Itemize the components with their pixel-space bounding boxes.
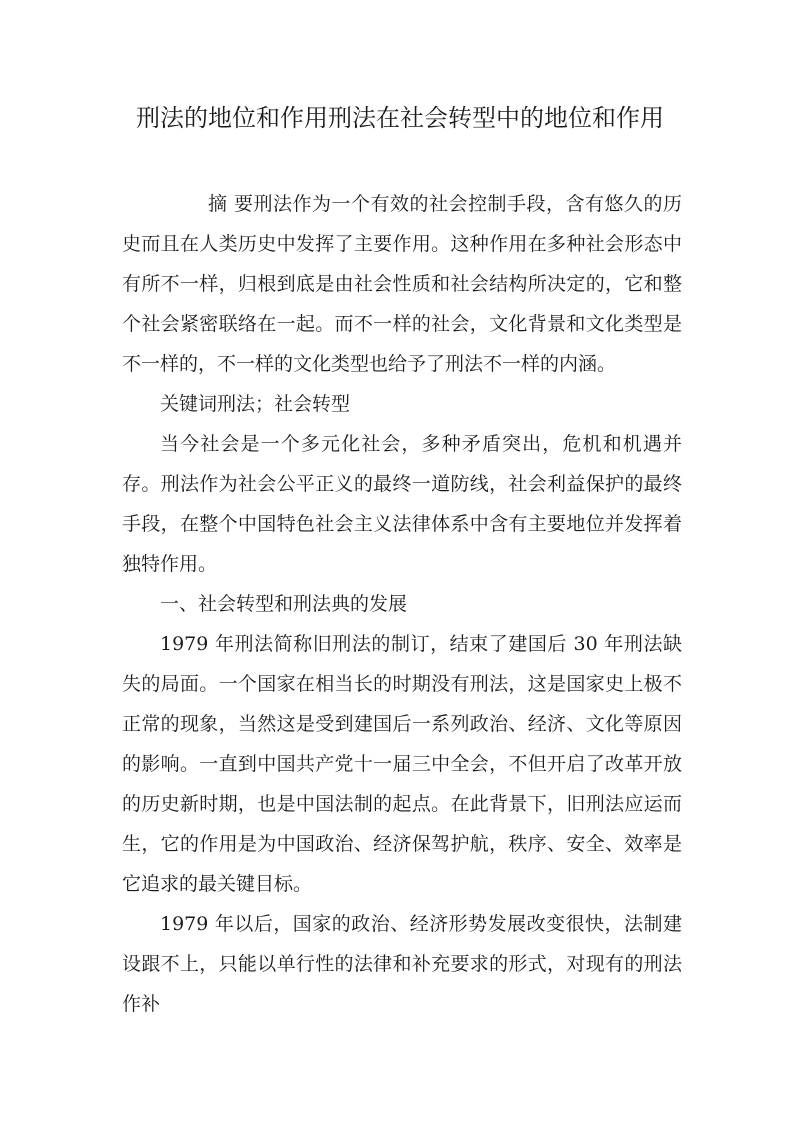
document-title: 刑法的地位和作用刑法在社会转型中的地位和作用 [136, 104, 664, 132]
abstract-paragraph: 摘 要刑法作为一个有效的社会控制手段，含有悠久的历史而且在人类历史中发挥了主要作用。这种作用在多种社会形态中有所不一样，归根到底是由社会性质和社会结构所决定的，它和整个社会紧密联络在一起。而不一样的社会，文化背景和文化类型是不一样的，不一样的文化类型也给予了刑法不一样的内涵。 [122, 193, 682, 375]
body-paragraph: 1979 年刑法简称旧刑法的制订，结束了建国后 30 年刑法缺失的局面。一个国家在相当长的时期没有刑法，这是国家史上极不正常的现象，当然这是受到建国后一系列政治、经济、文化等原因的影响。一直到中国共产党十一届三中全会，不但开启了改革开放的历史新时期，也是中国法制的起点。在此背景下，旧刑法应运而生，它的作用是为中国政治、经济保驾护航，秩序、安全、效率是它追求的最关键目标。 [122, 633, 682, 895]
document-body [122, 184, 682, 1024]
section-heading: 一、社会转型和刑法典的发展 [160, 593, 408, 615]
body-paragraph: 当今社会是一个多元化社会，多种矛盾突出，危机和机遇并存。刑法作为社会公平正义的最终一道防线，社会利益保护的最终手段，在整个中国特色社会主义法律体系中含有主要地位并发挥着独特作用。 [122, 433, 682, 575]
keywords-line: 关键词刑法；社会转型 [160, 393, 351, 415]
body-paragraph: 1979 年以后，国家的政治、经济形势发展改变很快，法制建设跟不上，只能以单行性的法律和补充要求的形式，对现有的刑法作补 [122, 913, 682, 1015]
